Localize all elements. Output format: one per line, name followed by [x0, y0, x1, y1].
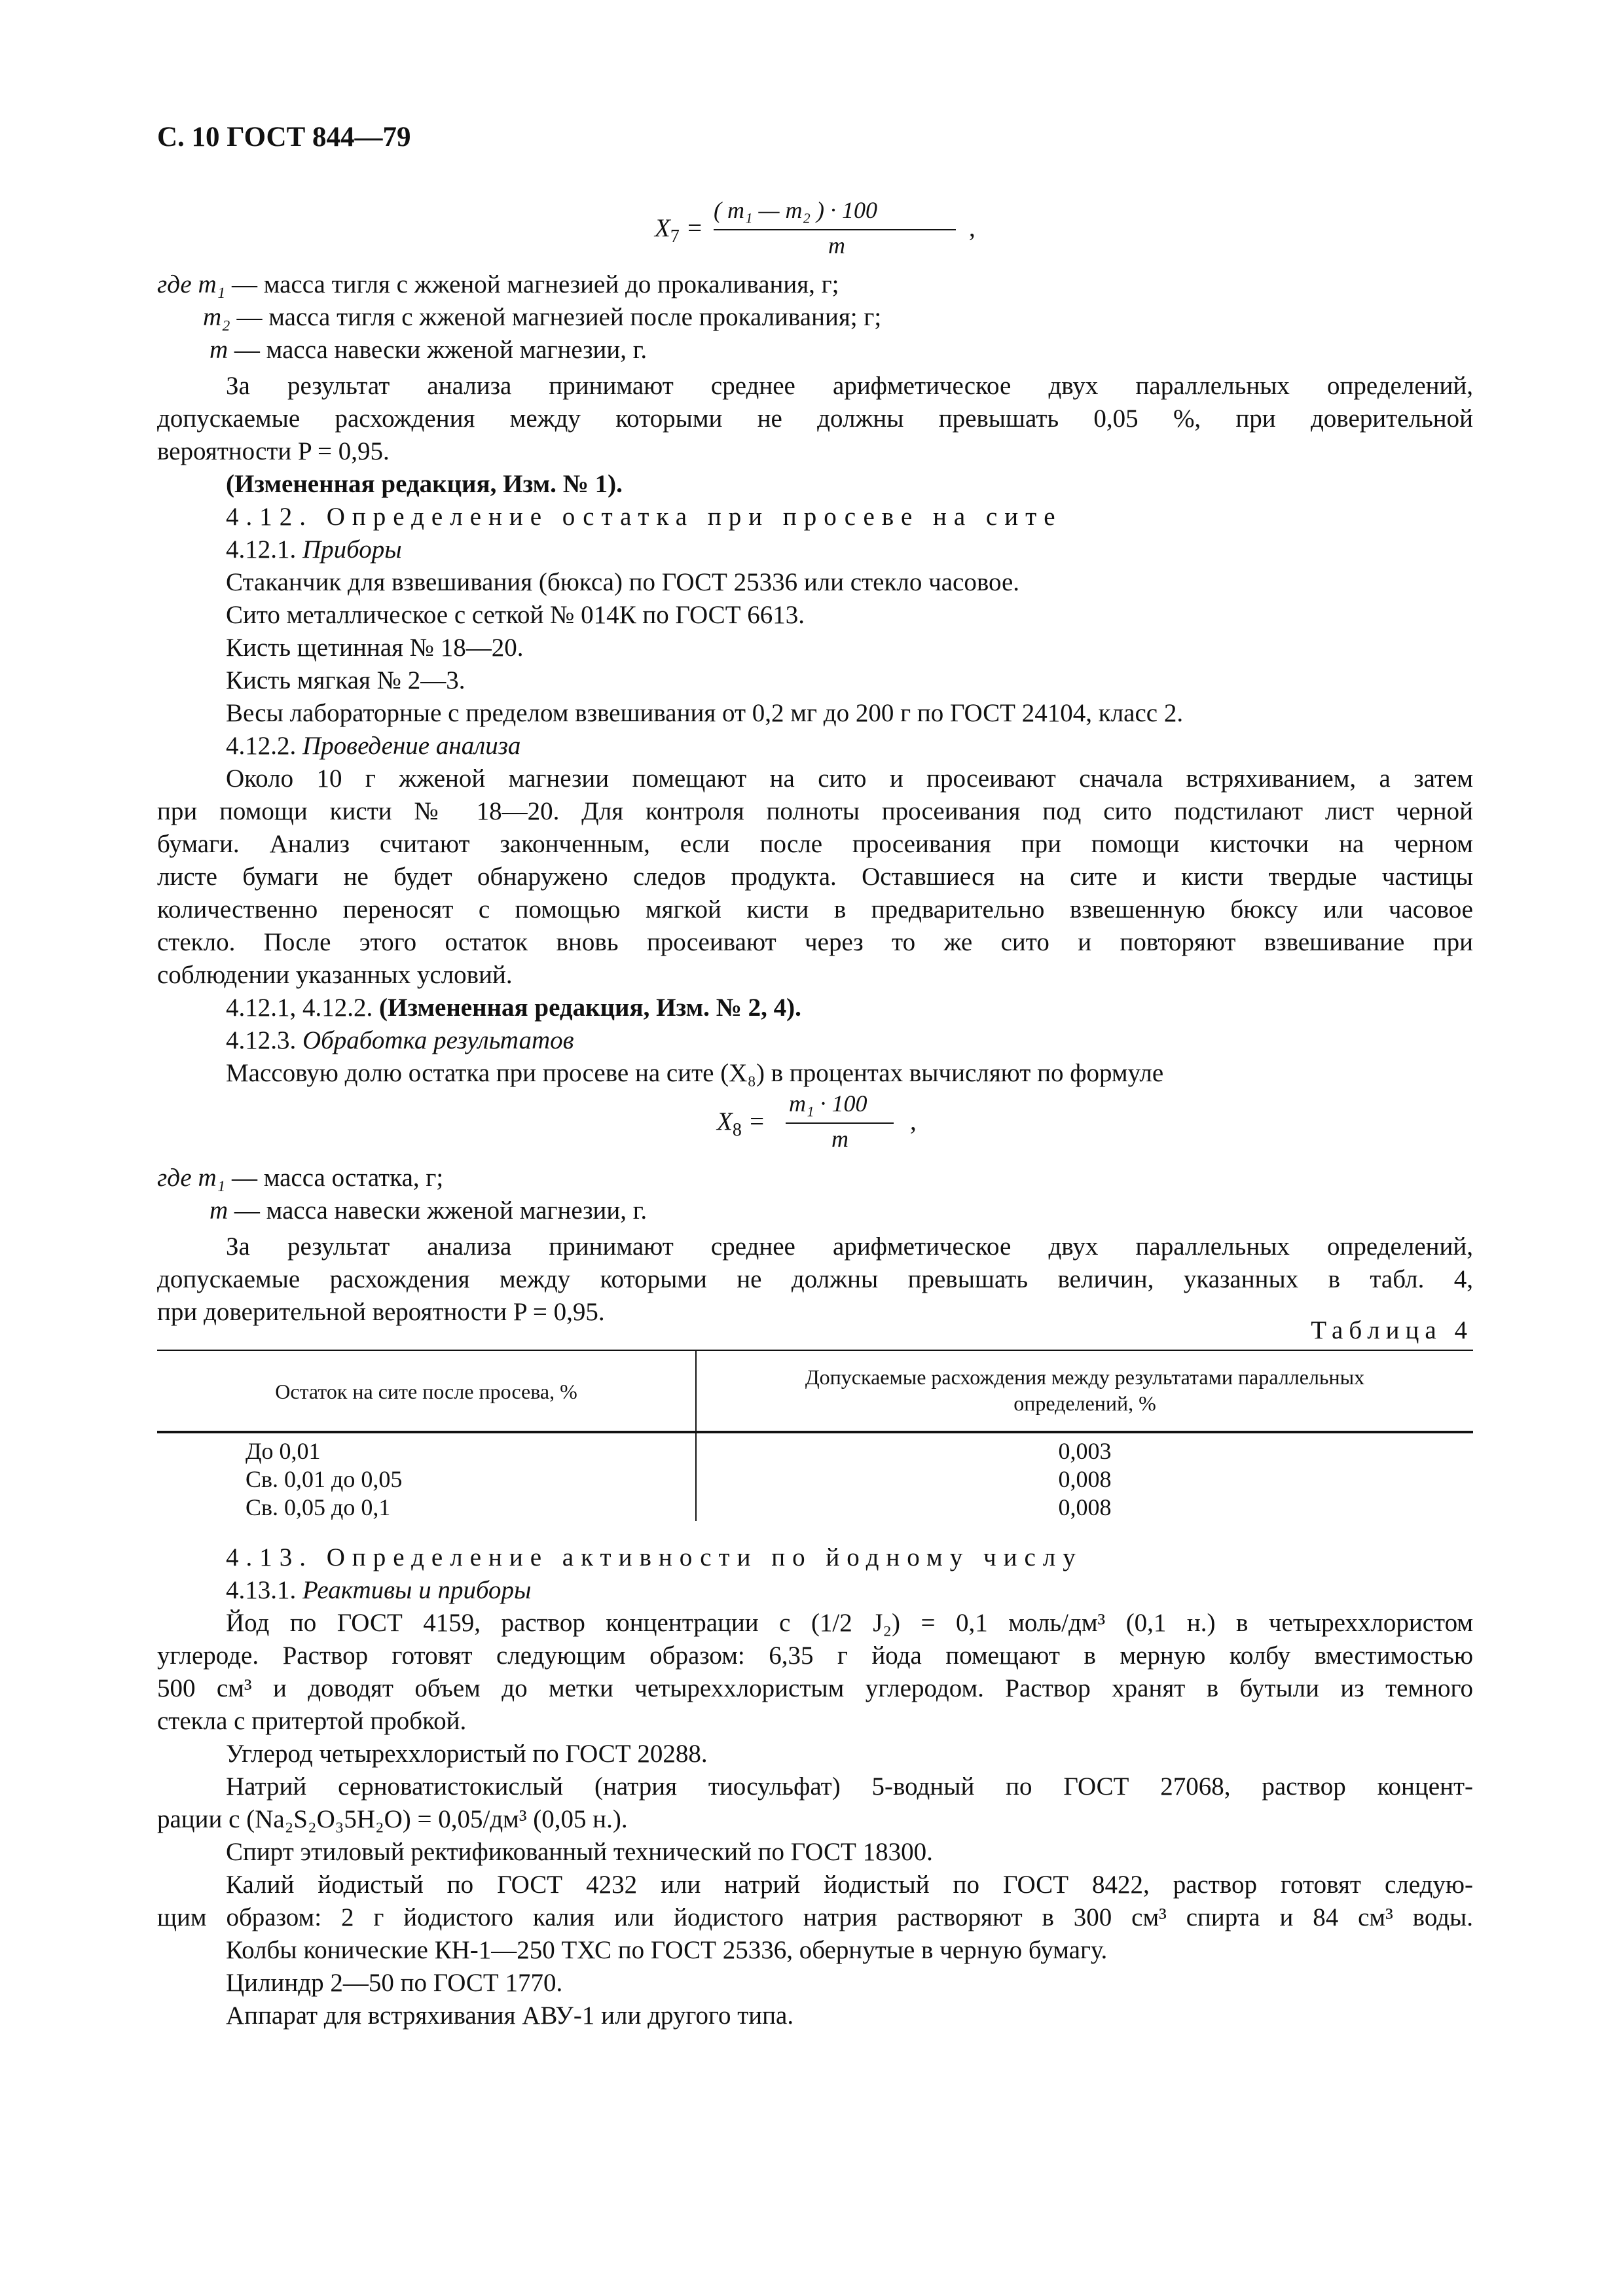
paragraph-line: Калий йодистый по ГОСТ 4232 или натрий йодистый по ГОСТ 8422, раствор готовят следую-	[226, 1871, 1473, 1899]
page-header: С. 10 ГОСТ 844—79	[157, 122, 411, 152]
table-cell: Св. 0,05 до 0,1	[246, 1494, 391, 1520]
paragraph-line: За результат анализа принимают среднее арифметическое двух параллельных определений,	[226, 372, 1473, 400]
list-item: Углерод четыреххлористый по ГОСТ 20288.	[226, 1740, 708, 1768]
paragraph-line: Массовую долю остатка при просеве на сите (X₈) в процентах вычисляют по формуле	[226, 1059, 1164, 1087]
fraction-bar	[786, 1122, 894, 1124]
paragraph-line: листе бумаги не будет обнаружено следов продукта. Оставшиеся на сите и кисти твердые частицы	[157, 863, 1473, 891]
formula-lhs: $X_7$ =	[655, 214, 703, 247]
legend-row: m — масса навески жженой магнезии, г.	[210, 1196, 647, 1225]
amendment-note: (Измененная редакция, Изм. № 1).	[226, 470, 623, 498]
legend-row: m — масса навески жженой магнезии, г.	[210, 336, 647, 364]
table-cell: 0,008	[1058, 1466, 1112, 1492]
formula-tail: ,	[910, 1107, 917, 1136]
table-caption: Таблица 4	[1311, 1316, 1473, 1344]
section-heading: 4.13. Определение активности по йодному числу	[226, 1543, 1083, 1571]
legend-row: m₂ — масса тигля с жженой магнезией после прокаливания; г;	[203, 303, 882, 331]
formula-x7	[655, 196, 995, 262]
formula-denominator: m	[831, 1126, 848, 1152]
table-4	[157, 1350, 1473, 1521]
list-item: Весы лабораторные с пределом взвешивания от 0,2 мг до 200 г по ГОСТ 24104, класс 2.	[226, 699, 1184, 727]
table-cell: Св. 0,01 до 0,05	[246, 1466, 403, 1492]
paragraph-line: рации c (Na₂S₂O₃5H₂O) = 0,05/дм³ (0,05 н.).	[157, 1805, 628, 1833]
subsection-heading: 4.13.1. Реактивы и приборы	[226, 1576, 532, 1604]
list-item: Аппарат для встряхивания АВУ-1 или другого типа.	[226, 2001, 794, 2030]
formula-x8	[717, 1090, 933, 1155]
paragraph-line: Йод по ГОСТ 4159, раствор концентрации c (1/2 J₂) = 0,1 моль/дм³ (0,1 н.) в четыреххлористом	[226, 1609, 1473, 1637]
list-item: Колбы конические КН-1—250 ТХС по ГОСТ 25336, обернутые в черную бумагу.	[226, 1936, 1108, 1964]
formula-numerator: m₁ · 100	[789, 1090, 867, 1117]
formula-numerator: ( m₁ — m₂ ) · 100	[714, 197, 878, 223]
paragraph-line: стекла с притертой пробкой.	[157, 1707, 467, 1735]
paragraph-line: За результат анализа принимают среднее арифметическое двух параллельных определений,	[226, 1232, 1473, 1261]
table-cell: До 0,01	[246, 1438, 321, 1464]
table-top-rule	[157, 1350, 1473, 1351]
list-item: Сито металлическое с сеткой № 014К по ГОСТ 6613.	[226, 601, 805, 629]
formula-denominator: m	[828, 232, 845, 259]
table-header-cell: Допускаемые расхождения между результатами параллельных определений, %	[805, 1365, 1365, 1415]
paragraph-line: количественно переносят с помощью мягкой кисти в предварительно взвешенную бюксу или часовое	[157, 895, 1473, 924]
legend-row: где m₁ — масса остатка, г;	[157, 1164, 444, 1192]
amendment-note: 4.12.1, 4.12.2. (Измененная редакция, Изм. № 2, 4).	[226, 994, 801, 1022]
paragraph-line: щим образом: 2 г йодистого калия или йодистого натрия растворяют в 300 см³ спирта и 84 см³ воды.	[157, 1903, 1473, 1931]
paragraph-line: соблюдении указанных условий.	[157, 961, 513, 989]
table-header-cell: Остаток на сите после просева, %	[275, 1380, 577, 1403]
subsection-heading: 4.12.2. Проведение анализа	[226, 732, 521, 760]
paragraph-line: Натрий серноватистокислый (натрия тиосульфат) 5-водный по ГОСТ 27068, раствор концент-	[226, 1772, 1473, 1801]
subsection-heading: 4.12.3. Обработка результатов	[226, 1026, 574, 1054]
paragraph-line: углероде. Раствор готовят следующим образом: 6,35 г йода помещают в мерную колбу вместимостью	[157, 1641, 1473, 1670]
table-header-rule	[157, 1431, 1473, 1433]
list-item: Стаканчик для взвешивания (бюкса) по ГОСТ 25336 или стекло часовое.	[226, 568, 1020, 596]
paragraph-line: допускаемые расхождения между которыми не должны превышать величин, указанных в табл. 4,	[157, 1265, 1473, 1293]
paragraph-line: вероятности P = 0,95.	[157, 437, 390, 465]
paragraph-line: при доверительной вероятности P = 0,95.	[157, 1298, 605, 1326]
list-item: Кисть щетинная № 18—20.	[226, 634, 524, 662]
table-cell: 0,003	[1058, 1438, 1112, 1464]
legend-row: где m₁ — масса тигля с жженой магнезией до прокаливания, г;	[157, 270, 839, 298]
paragraph-line: при помощи кисти № 18—20. Для контроля полноты просеивания под сито подстилают лист черной	[157, 797, 1473, 825]
paragraph-line: стекло. После этого остаток вновь просеивают через то же сито и повторяют взвешивание при	[157, 928, 1473, 956]
paragraph-line: бумаги. Анализ считают законченным, если после просеивания при помощи кисточки на черном	[157, 830, 1473, 858]
table-cell: 0,008	[1058, 1494, 1112, 1520]
paragraph-line: 500 см³ и доводят объем до метки четыреххлористым углеродом. Раствор хранят в бутыли из темного	[157, 1674, 1473, 1702]
paragraph-line: Около 10 г жженой магнезии помещают на сито и просеивают сначала встряхиванием, а затем	[226, 764, 1473, 793]
list-item: Кисть мягкая № 2—3.	[226, 666, 465, 694]
subsection-heading: 4.12.1. Приборы	[226, 535, 402, 564]
fraction-bar	[714, 229, 956, 230]
paragraph-line: допускаемые расхождения между которыми не должны превышать 0,05 %, при доверительной	[157, 404, 1473, 433]
list-item: Цилиндр 2—50 по ГОСТ 1770.	[226, 1969, 563, 1997]
section-heading: 4.12. Определение остатка при просеве на сите	[226, 503, 1063, 531]
formula-lhs: $X_8$ =	[717, 1107, 765, 1140]
formula-tail: ,	[969, 214, 976, 242]
list-item: Спирт этиловый ректификованный технический по ГОСТ 18300.	[226, 1838, 933, 1866]
